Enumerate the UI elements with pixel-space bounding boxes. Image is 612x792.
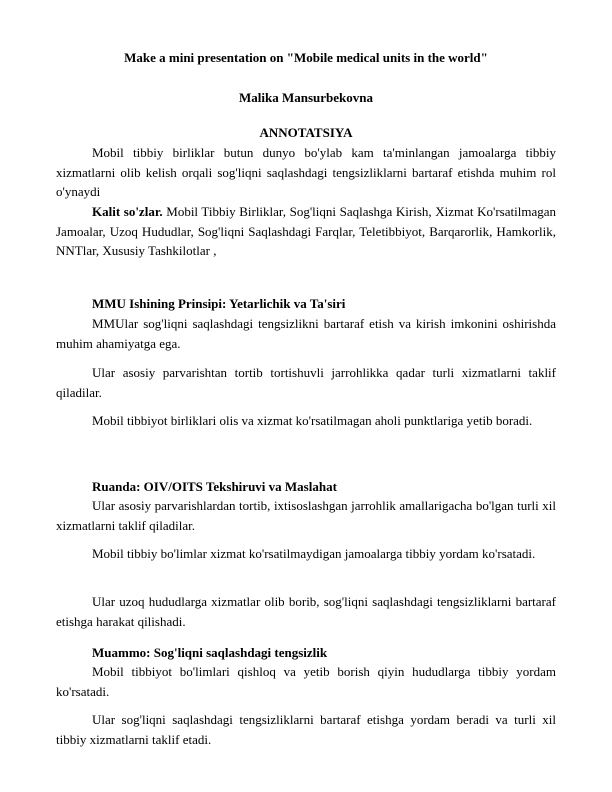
section-paragraph: Mobil tibbiyot bo'limlari qishloq va yetib borish qiyin hududlarga tibbiy yordam ko'rsatadi. xyxy=(56,664,556,699)
document-title: Make a mini presentation on "Mobile medical units in the world" xyxy=(124,50,488,65)
section-heading: MMU Ishining Prinsipi: Yetarlichik va Ta'siri xyxy=(92,296,346,311)
annotation-paragraph: Mobil tibbiy birliklar butun dunyo bo'ylab kam ta'minlangan jamoalarga tibbiy xizmatlarni olib kelish orqali sog'liqni saqlashdagi tengsizliklarni bartaraf etishda muhim rol o'ynaydi xyxy=(56,145,556,199)
keywords-paragraph xyxy=(56,202,556,261)
section-heading: Muammo: Sog'liqni saqlashdagi tengsizlik xyxy=(92,645,328,660)
section-paragraph: Ular asosiy parvarishlardan tortib, ixtisoslashgan jarrohlik amallarigacha bo'lgan turli xil xizmatlarni taklif qiladilar. xyxy=(56,498,556,533)
section-paragraph: MMUlar sog'liqni saqlashdagi tengsizlikni bartaraf etish va kirish imkonini oshirishda muhim ahamiyatga ega. xyxy=(56,316,556,351)
annotation-heading: ANNOTATSIYA xyxy=(259,125,353,140)
section-paragraph: Mobil tibbiyot birliklari olis va xizmat ko'rsatilmagan aholi punktlariga yetib boradi. xyxy=(92,413,533,428)
section-paragraph: Ular uzoq hududlarga xizmatlar olib borib, sog'liqni saqlashdagi tengsizliklarni bartaraf etishga harakat qilishadi. xyxy=(56,594,556,629)
section-heading: Ruanda: OIV/OITS Tekshiruvi va Maslahat xyxy=(92,479,337,494)
author-name: Malika Mansurbekovna xyxy=(239,90,373,105)
section-paragraph: Ular sog'liqni saqlashdagi tengsizliklarni bartaraf etishga yordam beradi va turli xil tibbiy xizmatlarni taklif etadi. xyxy=(56,712,556,747)
keywords-text: Mobil Tibbiy Birliklar, Sog'liqni Saqlashga Kirish, Xizmat Ko'rsatilmagan Jamoalar, Uzoq Hududlar, Sog'liqni Saqlashdagi Farqlar, Teletibbiyot, Barqarorlik, Hamkorlik, NNTlar, Xususiy Tashkilotlar , xyxy=(56,204,557,258)
keywords-label: Kalit so'zlar. xyxy=(92,204,163,219)
section-paragraph: Ular asosiy parvarishtan tortib tortishuvli jarrohlikka qadar turli xizmatlarni taklif qiladilar. xyxy=(56,365,556,400)
section-paragraph: Mobil tibbiy bo'limlar xizmat ko'rsatilmaydigan jamoalarga tibbiy yordam ko'rsatadi. xyxy=(92,546,536,561)
